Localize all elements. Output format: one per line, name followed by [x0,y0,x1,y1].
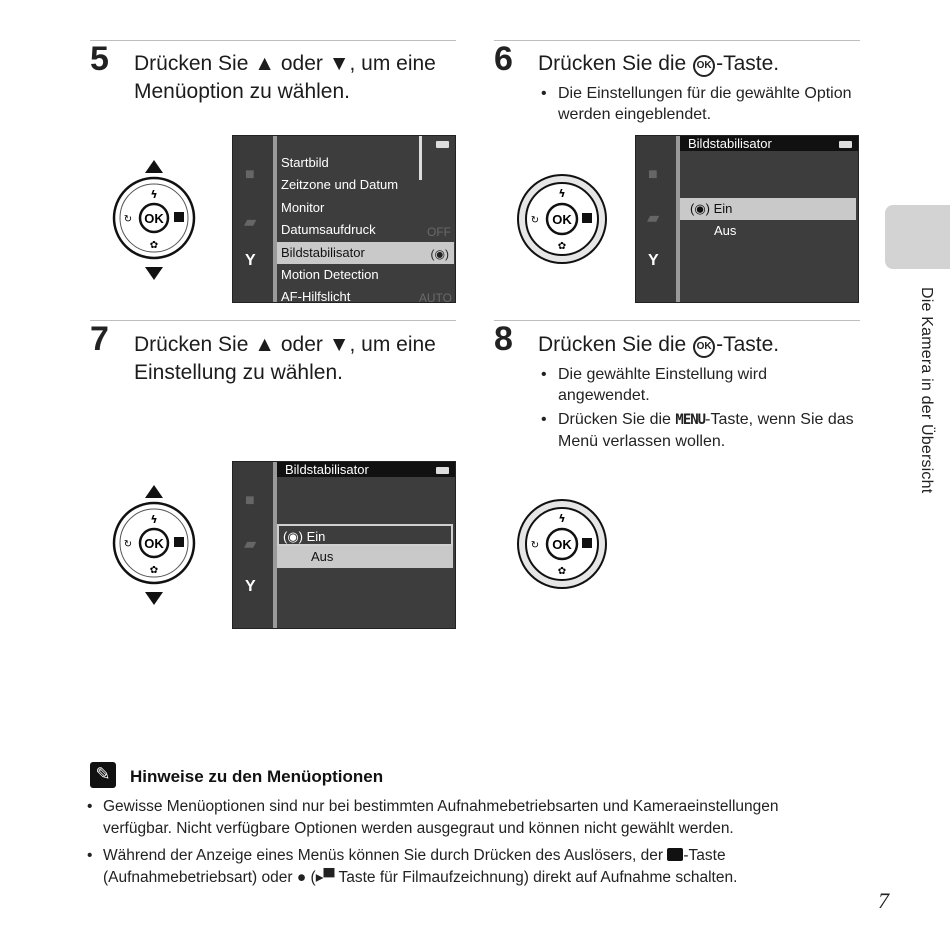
flash-icon: ϟ [150,513,158,526]
step8-bullets [538,364,863,455]
camera-icon: ■ [245,492,255,509]
camera-screen-vr-options-step6 [635,135,859,303]
macro-icon: ✿ [557,241,567,252]
menu-item-monitor: Monitor [281,200,325,215]
svg-text:OK: OK [552,537,572,552]
step8-text [538,331,868,359]
option-ein: (◉) Ein [277,524,453,546]
step8-bullet-1: • Die gewählte Einstellung wird angewendet. [538,364,863,406]
ok-button-icon: OK [693,336,715,358]
battery-icon [436,141,449,148]
wrench-icon: Y [245,578,256,595]
battery-icon [839,141,852,148]
step6-number: 6 [494,40,513,78]
menu-item-startbild: Startbild [281,155,329,170]
menu-item-bildstabilisator: Bildstabilisator [277,242,454,264]
svg-text:OK: OK [552,212,572,227]
note-title: Hinweise zu den Menüoptionen [130,767,384,786]
step8-text-b: -Taste. [716,333,780,356]
arrow-down-icon [145,267,163,280]
vr-icon: (◉) [283,529,307,544]
movie-icon: ▰ [647,210,660,227]
multi-selector-dial-step8 [516,498,608,590]
step8-bullet-2: • Drücken Sie die MENU-Taste, wenn Sie das Menü verlassen wollen. [538,409,863,452]
exposure-icon [174,212,184,222]
svg-text:OK: OK [144,536,164,551]
step6-rule [494,40,860,41]
chapter-label: Die Kamera in der Übersicht [918,287,935,494]
step8-rule [494,320,860,321]
value-auto: AUTO [418,291,452,303]
arrow-down-icon [145,592,163,605]
camera-screen-vr-options-step7 [232,461,456,629]
movie-icon: ▰ [244,214,257,231]
arrow-up-icon [145,160,163,173]
movie-icon: ▰ [244,536,257,553]
self-timer-icon: ↻ [123,214,133,225]
step7-number: 7 [90,320,109,358]
macro-icon: ✿ [557,566,567,577]
step6-text-b: -Taste. [716,52,780,75]
flash-icon: ϟ [558,187,566,200]
step5-number: 5 [90,40,109,78]
pencil-note-icon: ✎ [90,762,116,788]
flash-icon: ϟ [150,188,158,201]
step7-rule [90,320,456,321]
step7-text: Drücken Sie ▲ oder ▼, um eine Einstellung zu wählen. [134,333,436,384]
step5-rule [90,40,456,41]
svg-text:OK: OK [144,211,164,226]
step6-text [538,50,868,78]
battery-icon [436,467,449,474]
menu-item-zeitzone: Zeitzone und Datum [281,177,399,192]
page-number: 7 [878,888,889,913]
macro-icon: ✿ [149,240,159,251]
option-aus: Aus [714,223,737,238]
menu-item-datumsaufdruck: Datumsaufdruck [281,222,376,237]
ok-button-icon: OK [693,55,715,77]
exposure-icon [582,538,592,548]
option-aus: Aus [277,546,453,568]
exposure-icon [582,213,592,223]
self-timer-icon: ↻ [530,540,540,551]
chapter-tab [885,205,950,269]
menu-item-motion-detection: Motion Detection [281,267,379,282]
camera-mode-icon [667,848,683,861]
step6-bullet: • Die Einstellungen für die gewählte Option werden eingeblendet. [538,83,863,125]
note-bullet-2: • Während der Anzeige eines Menüs können Sie durch Drücken des Auslösers, der -Taste (Aufnahmebetriebsart) oder ● (▸▀ Taste für Filmaufzeichnung) direkt auf Aufnahme schalten. [86,845,846,889]
camera-icon: ■ [648,166,658,183]
value-off: OFF [427,225,451,239]
menu-key-icon: MENU [675,412,706,428]
screen-title: Bildstabilisator [680,136,858,151]
step8-number: 8 [494,320,513,358]
multi-selector-dial-step6 [516,173,608,265]
note-bullet-1: • Gewisse Menüoptionen sind nur bei bestimmten Aufnahmebetriebsarten und Kameraeinstellungen verfügbar. Nicht verfügbare Optionen werden ausgegraut und können nicht gewählt werden. [86,796,846,840]
step6-bullets [538,83,863,128]
arrow-up-icon [145,485,163,498]
multi-selector-dial-step5 [108,160,200,280]
value-vr-icon: (◉) [430,247,449,261]
macro-icon: ✿ [149,565,159,576]
flash-icon: ϟ [558,512,566,525]
step5-text: Drücken Sie ▲ oder ▼, um eine Menüoption zu wählen. [134,52,436,103]
self-timer-icon: ↻ [530,215,540,226]
step8-text-a: Drücken Sie die [538,333,693,356]
camera-screen-setup-menu [232,135,456,303]
step6-text-a: Drücken Sie die [538,52,693,75]
self-timer-icon: ↻ [123,539,133,550]
scrollbar [419,136,422,180]
camera-icon: ■ [245,166,255,183]
note-bullets [86,796,846,894]
wrench-icon: Y [648,252,659,269]
menu-item-af-hilfslicht: AF-Hilfslicht [281,289,351,303]
wrench-icon: Y [245,252,256,269]
screen-title: Bildstabilisator [277,462,455,477]
vr-icon: (◉) [690,201,714,216]
exposure-icon [174,537,184,547]
option-ein: (◉) Ein [680,198,856,220]
multi-selector-dial-step7 [108,485,200,605]
movie-record-icon: ▸▀ [315,869,335,886]
